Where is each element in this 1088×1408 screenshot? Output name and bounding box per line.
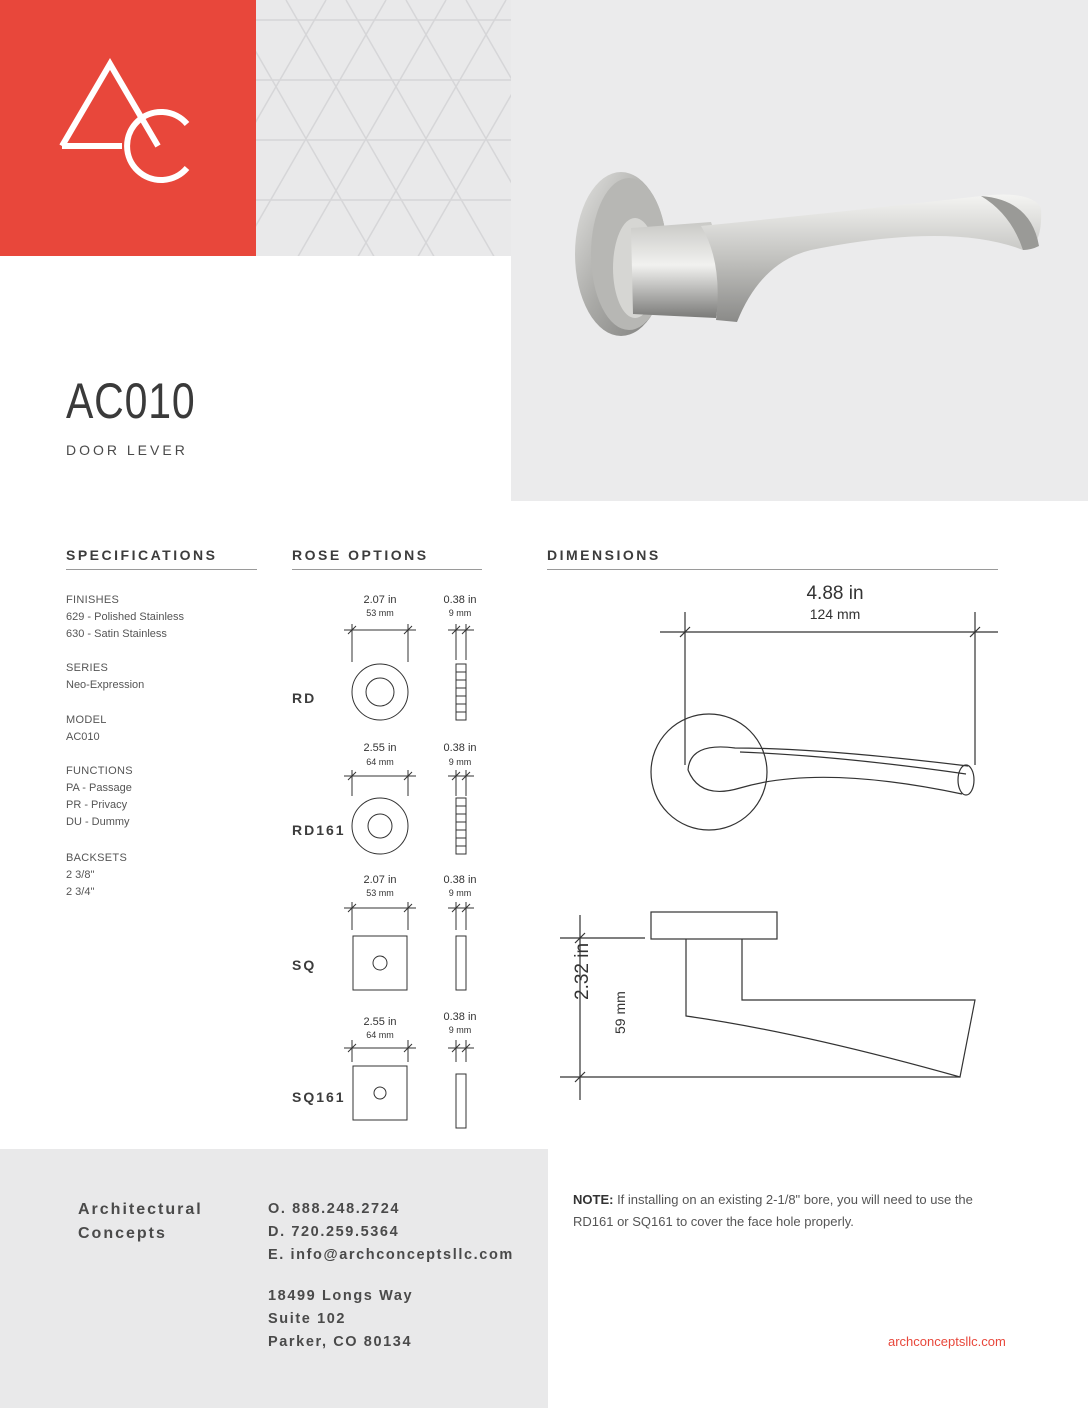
lever-height-in: 2.32 in [572,942,593,1000]
spec-value: PA - Passage [66,782,132,794]
rose-depth-in: 0.38 in [443,874,477,886]
address-line: 18499 Longs Way [268,1288,414,1304]
spec-value: 629 - Polished Stainless [66,611,185,623]
address [268,1285,413,1354]
rose-code: RD [292,690,317,706]
rose-depth-mm: 9 mm [448,1025,472,1035]
rose-code: SQ161 [292,1089,346,1105]
rose-depth-mm: 9 mm [448,757,472,767]
lever-height-mm: 59 mm [612,991,628,1034]
rose-width-mm: 64 mm [366,1030,394,1040]
lever-length-mm: 124 mm [809,606,861,622]
spec-value: 630 - Satin Stainless [66,628,167,640]
company-name-line: Architectural [78,1201,203,1218]
footer-contact-panel [0,1149,548,1408]
address-line: Parker, CO 80134 [268,1334,413,1350]
rose-width-mm: 53 mm [366,608,394,618]
rose-width-mm: 64 mm [366,757,394,767]
rose-width-mm: 53 mm [366,888,394,898]
rose-depth-in: 0.38 in [443,594,477,606]
office-phone[interactable]: O. 888.248.2724 [268,1201,401,1217]
dimensions-heading: DIMENSIONS [547,547,661,563]
product-title: AC010 [66,373,196,429]
website-link[interactable]: archconceptsllc.com [888,1334,1006,1349]
rose-width-in: 2.55 in [363,742,397,754]
spec-label: FUNCTIONS [66,765,133,777]
spec-value: AC010 [66,731,100,743]
spec-value: DU - Dummy [66,816,130,828]
spec-label: FINISHES [66,594,120,606]
rose-width-in: 2.07 in [363,874,397,886]
address-line: Suite 102 [268,1311,347,1327]
rose-depth-in: 0.38 in [443,1011,477,1023]
product-subtitle: DOOR LEVER [66,442,188,458]
rose-code: SQ [292,957,317,973]
rose-code: RD161 [292,822,346,838]
email-link[interactable]: E. info@archconceptsllc.com [268,1247,514,1263]
rose-options-heading: ROSE OPTIONS [292,547,429,563]
spec-value: Neo-Expression [66,679,145,691]
rose-depth-mm: 9 mm [448,888,472,898]
spec-label: MODEL [66,714,107,726]
lever-length-in: 4.88 in [806,583,864,604]
rose-depth-mm: 9 mm [448,608,472,618]
spec-label: SERIES [66,662,109,674]
specifications-heading: SPECIFICATIONS [66,547,218,563]
direct-phone[interactable]: D. 720.259.5364 [268,1224,400,1240]
spec-label: BACKSETS [66,852,128,864]
rose-width-in: 2.55 in [363,1016,397,1028]
rose-width-in: 2.07 in [363,594,397,606]
rose-depth-in: 0.38 in [443,742,477,754]
contact-details [268,1198,514,1267]
note-label: NOTE: [573,1192,614,1207]
spec-value: 2 3/4" [66,886,95,898]
company-name-line: Concepts [78,1225,167,1242]
spec-value: PR - Privacy [66,799,128,811]
installation-note [573,1189,1013,1233]
spec-value: 2 3/8" [66,869,95,881]
note-text: If installing on an existing 2-1/8" bore, you will need to use the RD161 or SQ161 to cover the face hole properly. [573,1192,973,1229]
company-name [78,1198,203,1246]
